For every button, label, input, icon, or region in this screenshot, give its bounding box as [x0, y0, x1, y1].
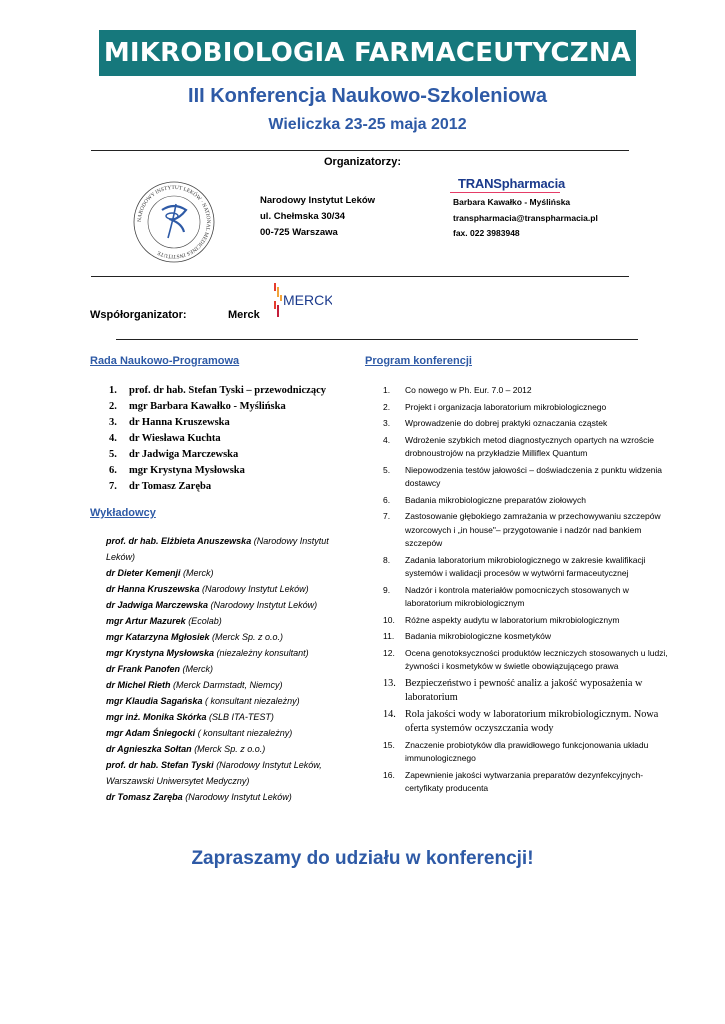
lecturer — [106, 645, 356, 661]
lecturer — [106, 581, 356, 597]
lecturer — [106, 661, 356, 677]
rada-member-name: dr Jadwiga Marczewska — [129, 449, 239, 460]
program-item-title: Wdrożenie szybkich metod diagnostycznych opartych na wzroście drobnoustrojów na przykładzie Milliflex Quantum — [405, 434, 654, 458]
lecturer-affiliation: ( konsultant niezależny) — [202, 696, 300, 706]
lecturer — [106, 597, 356, 613]
program-item-title: Co nowego w Ph. Eur. 7.0 – 2012 — [405, 385, 532, 395]
lecturer-affiliation: (Narodowy Instytut Leków) — [106, 536, 329, 562]
lecturer — [106, 613, 356, 629]
program-item-title: Zapewnienie jakości wytwarzania preparatów dezynfekcyjnych- certyfikaty producenta — [405, 769, 644, 793]
rada-member-name: mgr Barbara Kawałko - Myślińska — [129, 401, 286, 412]
lecturer-name: prof. dr hab. Stefan Tyski — [106, 760, 214, 770]
program-item-number: 1. — [383, 385, 391, 395]
rada-member-number: 2. — [109, 401, 117, 412]
program-item-number: 10. — [383, 614, 395, 625]
program-item — [372, 464, 672, 491]
contact-fax: fax. 022 3983948 — [453, 228, 520, 238]
merck-logo — [272, 283, 332, 319]
rada-member-name: dr Hanna Kruszewska — [129, 417, 230, 428]
rada-member — [95, 479, 326, 495]
lecturer-name: dr Jadwiga Marczewska — [106, 600, 209, 610]
program-item-title: Wprowadzenie do dobrej praktyki oznaczania cząstek — [405, 418, 608, 428]
program-item — [372, 417, 672, 431]
rada-member-number: 3. — [109, 417, 117, 428]
nil-city: 00-725 Warszawa — [260, 227, 338, 238]
lecturer-name: mgr Krystyna Mysłowska — [106, 648, 215, 658]
contact-email[interactable]: transpharmacia@transpharmacia.pl — [453, 212, 598, 223]
nil-street: ul. Chełmska 30/34 — [260, 211, 346, 222]
program-item-title: Bezpieczeństwo i pewność analiz a jakość wyposażenia w laboratorium — [405, 677, 643, 703]
lecturer-affiliation: (Narodowy Instytut Leków, Warszawski Uniwersytet Medyczny) — [106, 760, 322, 786]
rada-member — [95, 463, 326, 479]
organizers-label: Organizatorzy: — [323, 156, 401, 168]
program-item-number: 13. — [383, 677, 396, 689]
lecturer-affiliation: (Merck) — [180, 664, 214, 674]
rada-member-name: dr Wiesława Kuchta — [129, 433, 221, 444]
lecturer-name: mgr Adam Śniegocki — [106, 728, 196, 738]
divider — [91, 276, 629, 277]
program-item — [372, 708, 672, 736]
rada-member — [95, 447, 326, 463]
program-item — [372, 739, 672, 766]
lecturer — [106, 629, 356, 645]
rada-member — [95, 415, 326, 431]
lecturer-affiliation: (niezależny konsultant) — [214, 648, 309, 658]
rada-member — [95, 383, 326, 399]
program-item-title: Rola jakości wody w laboratorium mikrobiologicznym. Nowa oferta systemów oczyszczania wody — [405, 708, 659, 734]
transpharmacia-underline — [450, 192, 560, 193]
program-item-number: 7. — [383, 511, 391, 521]
lecturer-name: mgr Katarzyna Mgłosiek — [106, 632, 210, 642]
program-item-title: Zastosowanie głębokiego zamrażania w przechowywaniu szczepów wzorcowych i „in house"– przygotowanie i nadzór nad bankiem szczepów — [405, 511, 661, 548]
lecturer — [106, 533, 356, 565]
program-item-title: Znaczenie probiotyków dla prawidłowego funkcjonowania układu immunologicznego — [405, 739, 649, 763]
lecturer — [106, 725, 356, 741]
rada-member-number: 4. — [109, 433, 117, 444]
program-item-number: 15. — [383, 739, 395, 750]
program-item — [372, 584, 672, 611]
program-item-number: 14. — [383, 708, 396, 720]
program-item — [372, 494, 672, 508]
lecturer-name: mgr inż. Monika Skórka — [106, 712, 207, 722]
lecturer — [106, 789, 356, 805]
rada-member — [95, 431, 326, 447]
transpharmacia-logo-rest: pharmacia — [501, 176, 566, 191]
lecturer-affiliation: (Narodowy Instytut Leków) — [208, 600, 318, 610]
program-list — [372, 384, 672, 799]
program-item — [372, 434, 672, 461]
program-item — [372, 647, 672, 674]
lecturer-affiliation: (Merck Darmstadt, Niemcy) — [170, 680, 283, 690]
program-item-title: Nadzór i kontrola materiałów pomocniczych stosowanych w laboratorium mikrobiologicznym — [405, 584, 629, 608]
lecturer — [106, 757, 356, 789]
svg-text:MERCK: MERCK — [283, 292, 332, 308]
closing-invitation: Zapraszamy do udziału w konferencji! — [191, 848, 534, 869]
rada-list — [95, 383, 326, 495]
conference-title: MIKROBIOLOGIA FARMACEUTYCZNA — [103, 38, 632, 68]
program-item-title: Różne aspekty audytu w laboratorium mikrobiologicznym — [405, 614, 620, 625]
lecturer — [106, 565, 356, 581]
rada-member-number: 1. — [109, 385, 117, 396]
lecturer — [106, 677, 356, 693]
lecturer-affiliation: (Narodowy Instytut Leków) — [199, 584, 309, 594]
wykladowcy-list — [106, 533, 356, 805]
program-item — [372, 630, 672, 644]
program-item-number: 11. — [383, 631, 395, 641]
wykladowcy-heading: Wykładowcy — [90, 507, 156, 519]
nil-seal-logo — [132, 180, 216, 264]
transpharmacia-logo — [458, 176, 565, 191]
program-item-title: Badania mikrobiologiczne preparatów ziołowych — [405, 494, 586, 505]
contact-person: Barbara Kawałko - Myślińska — [453, 197, 571, 207]
lecturer — [106, 693, 356, 709]
lecturer-name: prof. dr hab. Elżbieta Anuszewska — [106, 536, 252, 546]
program-item-title: Projekt i organizacja laboratorium mikrobiologicznego — [405, 401, 607, 412]
lecturer-name: mgr Klaudia Sagańska — [106, 696, 203, 706]
rada-heading: Rada Naukowo-Programowa — [90, 355, 240, 367]
program-item — [372, 769, 672, 796]
rada-member-name: prof. dr hab. Stefan Tyski – przewodniczący — [129, 385, 326, 396]
rada-member — [95, 399, 326, 415]
program-item-title: Ocena genotoksyczności produktów leczniczych stosowanych u ludzi, żywności i kosmetyków w świetle obowiązującego prawa — [405, 647, 668, 671]
lecturer-name: dr Agnieszka Sołtan — [106, 744, 192, 754]
program-item-number: 12. — [383, 647, 395, 658]
lecturer-affiliation: (Ecolab) — [185, 616, 222, 626]
lecturer — [106, 741, 356, 757]
lecturer-name: dr Hanna Kruszewska — [106, 584, 200, 594]
program-item — [372, 677, 672, 705]
transpharmacia-contact — [453, 195, 598, 242]
rada-member-number: 5. — [109, 449, 117, 460]
lecturer-affiliation: (Merck) — [180, 568, 214, 578]
divider — [91, 150, 629, 151]
nil-address — [260, 193, 375, 241]
program-item-number: 5. — [383, 464, 391, 475]
rada-member-number: 6. — [109, 465, 117, 476]
lecturer-affiliation: (Merck Sp. z o.o.) — [209, 632, 284, 642]
program-item-number: 6. — [383, 494, 391, 505]
program-item — [372, 384, 672, 398]
conference-date: Wieliczka 23-25 maja 2012 — [268, 116, 467, 133]
program-item-title: Zadania laboratorium mikrobiologicznego w zakresie kwalifikacji systemów i walidacji procesów w wytwórni farmaceutycznej — [405, 554, 646, 578]
lecturer-name: dr Michel Rieth — [106, 680, 171, 690]
coorganizer-name: Merck — [228, 309, 260, 321]
program-item-title: Niepowodzenia testów jałowości – doświadczenia z punktu widzenia dostawcy — [405, 464, 663, 488]
nil-name: Narodowy Instytut Leków — [260, 195, 376, 206]
program-item-number: 3. — [383, 418, 391, 428]
transpharmacia-logo-main: TRANS — [458, 176, 502, 191]
program-item — [372, 614, 672, 628]
lecturer-affiliation: (SLB ITA-TEST) — [206, 712, 274, 722]
program-item-number: 9. — [383, 584, 391, 595]
lecturer-name: dr Frank Panofen — [106, 664, 181, 674]
coorganizer-label: Współorganizator: — [90, 309, 187, 321]
svg-text:NARODOWY INSTYTUT LEKÓW · NATI: NARODOWY INSTYTUT LEKÓW · NATIONAL MEDICINES INSTITUTE — [136, 184, 212, 260]
program-item-title: Badania mikrobiologiczne kosmetyków — [405, 631, 551, 641]
lecturer-affiliation: (Narodowy Instytut Leków) — [182, 792, 292, 802]
program-item-number: 8. — [383, 554, 391, 565]
lecturer — [106, 709, 356, 725]
program-item — [372, 510, 672, 551]
lecturer-affiliation: ( konsultant niezależny) — [195, 728, 293, 738]
program-item — [372, 554, 672, 581]
lecturer-affiliation: (Merck Sp. z o.o.) — [191, 744, 266, 754]
rada-member-name: mgr Krystyna Mysłowska — [129, 465, 245, 476]
rada-member-number: 7. — [109, 481, 117, 492]
program-item-number: 4. — [383, 434, 391, 445]
rada-member-name: dr Tomasz Zaręba — [129, 481, 212, 492]
program-item-number: 2. — [383, 401, 391, 412]
lecturer-name: mgr Artur Mazurek — [106, 616, 186, 626]
program-item-number: 16. — [383, 769, 395, 780]
program-item — [372, 401, 672, 415]
divider — [116, 339, 638, 340]
lecturer-name: dr Tomasz Zaręba — [106, 792, 183, 802]
program-heading: Program konferencji — [365, 355, 472, 367]
lecturer-name: dr Dieter Kemenji — [106, 568, 181, 578]
conference-subtitle: III Konferencja Naukowo-Szkoleniowa — [188, 85, 547, 107]
